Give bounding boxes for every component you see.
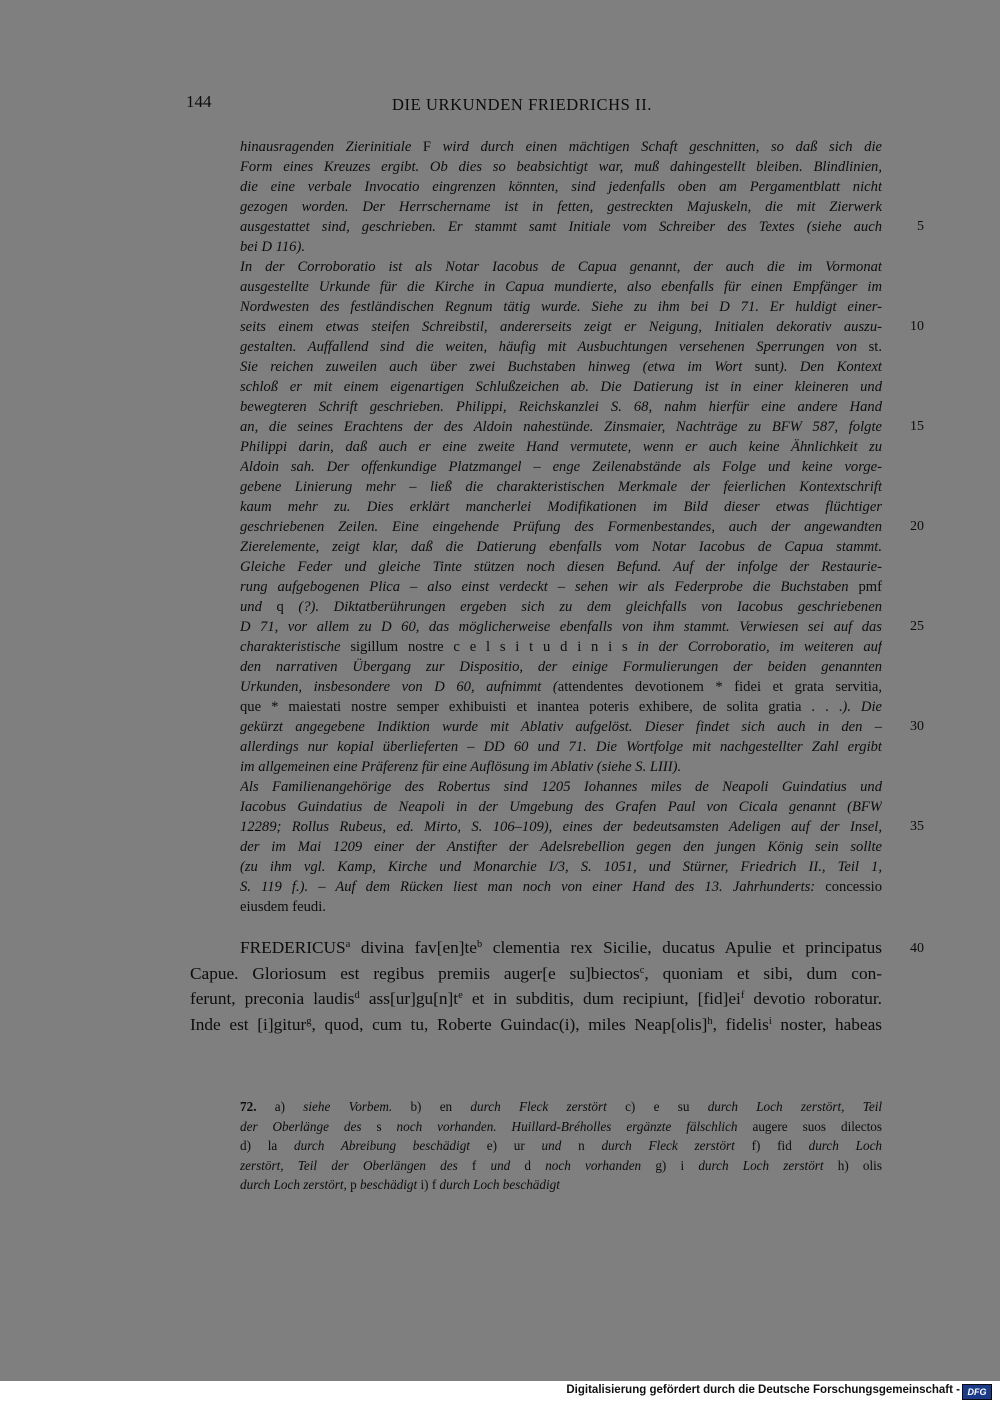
commentary-line <box>240 177 882 197</box>
charter-text: clementia rex Sicilie, ducatus Apulie et principatus <box>482 938 882 957</box>
charter-text: noster, habeas <box>771 1015 882 1034</box>
footnote-text: h) olis <box>823 1157 882 1173</box>
quoted-source-text: st. <box>868 339 882 355</box>
commentary-line <box>240 857 882 877</box>
charter-text: Capue. Gloriosum est regibus premiis auger[e su]biectos <box>190 964 640 983</box>
charter-line <box>190 1012 882 1038</box>
line-number: 20 <box>910 519 924 534</box>
commentary-line <box>240 197 882 217</box>
footnote-text: i) f <box>417 1177 440 1192</box>
charter-line-number: 40 <box>910 941 924 956</box>
quoted-source-text: eiusdem feudi. <box>240 899 326 915</box>
commentary-text: Aldoin sah. Der offenkundige Platzmangel – enge Zeilenabstände als Folge und keine vorge- <box>240 459 882 475</box>
commentary-text: 12289; Rollus Rubeus, ed. Mirto, S. 106–109), eines der bedeutsamsten Adeligen auf der Insel, <box>240 819 882 835</box>
footnote-commentary: durch Fleck zerstört <box>601 1138 735 1153</box>
commentary-text: ). Die <box>842 699 882 715</box>
running-head: DIE URKUNDEN FRIEDRICHS II. <box>392 95 653 114</box>
footnote-text: g) i <box>641 1157 699 1173</box>
commentary-line <box>240 777 882 797</box>
footnote-text: f <box>471 1157 491 1173</box>
charter-text: , fidelis <box>712 1015 769 1034</box>
commentary-text: im allgemeinen eine Präferenz für eine Auflösung im Ablativ (siehe S. LIII). <box>240 759 682 775</box>
charter-text: et in subditis, dum recipiunt, [fid]ei <box>462 989 741 1008</box>
footnote-text: e) ur <box>469 1138 542 1153</box>
line-number: 10 <box>910 319 924 334</box>
commentary-text: und <box>240 599 277 615</box>
commentary-text: den narrativen Übergang zur Dispositio, der einige Formulierungen der beiden genannten <box>240 659 882 675</box>
footnote-commentary: durch Loch zerstört, <box>240 1177 351 1192</box>
charter-line <box>240 935 882 961</box>
footnote-commentary: durch Fleck zerstört <box>470 1099 607 1114</box>
commentary-line <box>240 657 882 677</box>
commentary-text: ausgestellte Urkunde für die Kirche in Capua mundierte, also ebenfalls für einen Empfänger im <box>240 279 882 295</box>
footnote-marker: a <box>345 939 351 950</box>
footnote-commentary: beschädigt <box>360 1177 418 1192</box>
commentary-line <box>240 817 882 837</box>
line-number: 5 <box>917 219 924 234</box>
commentary-line <box>240 377 882 397</box>
charter-text: , quoniam et sibi, dum con- <box>644 964 882 983</box>
commentary-text: allerdings nur kopial überlieferten – DD 60 und 71. Die Wortfolge mit nachgestellter Zahl ergibt <box>240 739 882 755</box>
commentary-line <box>240 617 882 637</box>
footnote-marker: e <box>458 990 463 1001</box>
commentary-line <box>240 437 882 457</box>
quoted-source-text: sunt <box>754 359 779 375</box>
commentary-text: in der Corroboratio, im weiteren auf <box>627 639 882 655</box>
commentary-line <box>240 237 882 257</box>
commentary-line <box>240 877 882 897</box>
footer-bar <box>0 1381 1000 1402</box>
footnote-commentary: siehe Vorbem. <box>303 1099 393 1114</box>
commentary-text: In der Corroboratio ist als Notar Iacobus de Capua genannt, der auch die im Vormonat <box>240 259 882 275</box>
commentary-line <box>240 317 882 337</box>
footnote-text: d) la <box>240 1138 295 1153</box>
commentary-text: gezogen worden. Der Herrschername ist in fetten, gestreckten Majuskeln, die mit Zierwerk <box>240 199 882 215</box>
footnote-text: c) e su <box>606 1099 708 1114</box>
commentary-text: Sie reichen zuweilen auch über zwei Buchstaben hinweg (etwa im Wort <box>240 359 755 375</box>
footnote-text: s <box>376 1118 382 1134</box>
line-number: 25 <box>910 619 924 634</box>
commentary-line <box>240 257 882 277</box>
commentary-text: ). Den Kontext <box>778 359 882 375</box>
commentary-line <box>240 337 882 357</box>
commentary-text: der im Mai 1209 einer der Anstifter der Adelsrebellion gegen den jungen König sein sollte <box>240 839 882 855</box>
commentary-line <box>240 457 882 477</box>
commentary-line <box>240 537 882 557</box>
commentary-text: gebene Linierung mehr – ließ die charakteristischen Merkmale der feierlichen Kontextschrift <box>240 479 882 495</box>
commentary-line <box>240 737 882 757</box>
footnote-line <box>240 1175 882 1194</box>
quoted-source-text: F <box>422 139 432 155</box>
commentary-line <box>240 157 882 177</box>
commentary-text: (?). Diktatberührungen ergeben sich zu dem gleichfalls von Iacobus geschriebenen <box>283 599 882 615</box>
commentary-line <box>240 897 882 917</box>
footnote-text: f) fid <box>734 1138 809 1153</box>
dfg-logo: DFG <box>962 1384 992 1400</box>
footnote-commentary: noch vorhanden. Huillard-Bréholles ergänzte fälschlich <box>381 1118 753 1134</box>
commentary-text: (zu ihm vgl. Kamp, Kirche und Monarchie I/3, S. 1051, und Stürner, Friedrich II., Teil 1, <box>240 859 882 875</box>
footnote-commentary: durch Loch beschädigt <box>439 1177 560 1192</box>
commentary-line <box>240 557 882 577</box>
footnote-commentary: noch vorhanden <box>545 1157 642 1173</box>
footnote-text: b) en <box>392 1099 471 1114</box>
charter-line <box>190 986 882 1012</box>
footnote-line <box>240 1117 882 1136</box>
commentary-text: Gleiche Feder und gleiche Tinte stützen noch diesen Befund. Auf der infolge der Restaurie- <box>240 559 882 575</box>
commentary-text: bewegteren Schrift geschrieben. Philippi, Reichskanzlei S. 68, nahm hierfür eine andere Hand <box>240 399 882 415</box>
footnote-commentary: durch Loch <box>808 1138 882 1153</box>
commentary-line <box>240 717 882 737</box>
commentary-line <box>240 477 882 497</box>
footnote-marker: g <box>306 1016 312 1027</box>
commentary-text: kaum mehr zu. Dies erklärt mancherlei Modifikationen im Bild dieser etwas flüchtiger <box>240 499 882 515</box>
commentary-line <box>240 837 882 857</box>
footnote-commentary: durch Abreibung beschädigt <box>294 1138 470 1153</box>
footnote-marker: c <box>639 965 645 976</box>
commentary-text: gekürzt angegebene Indiktion wurde mit Ablativ aufgelöst. Dieser findet sich auch in den – <box>240 719 882 735</box>
commentary-text: gestalten. Auffallend sind die weiten, häufig mit Ausbuchtungen versehenen Sperrungen von <box>240 339 869 355</box>
commentary-text: D 71, vor allem zu D 60, das möglicherweise ebenfalls von ihm stammt. Verwiesen sei auf das <box>240 619 882 635</box>
quoted-source-text: concessio <box>825 879 882 895</box>
commentary-line <box>240 637 882 657</box>
commentary-text: Nordwesten des festländischen Regnum tätig wurde. Siehe zu ihm bei D 71. Er huldigt einer- <box>240 299 882 315</box>
quoted-source-text: pmf <box>858 579 882 595</box>
commentary-line <box>240 417 882 437</box>
commentary-text: seits einem etwas steifen Schreibstil, andererseits zeigt er Neigung, Initialen dekorativ auszu- <box>240 319 882 335</box>
footnote-marker: d <box>354 990 360 1001</box>
charter-text: ferunt, preconia laudis <box>190 989 355 1008</box>
commentary-text: schloß er mit einem eigenartigen Schlußzeichen ab. Die Datierung ist in einer kleineren und <box>240 379 882 395</box>
commentary-line <box>240 137 882 157</box>
commentary-text: geschriebenen Zeilen. Eine eingehende Prüfung des Formenbestandes, auch der angewandten <box>240 519 882 535</box>
quoted-source-text: attendentes devotionem * fidei et grata servitia, <box>557 679 882 695</box>
commentary-text: an, die seines Erachtens der des Aldoin nahestünde. Zinsmaier, Nachträge zu BFW 587, folgte <box>240 419 882 435</box>
commentary-text: S. 119 f.). – Auf dem Rücken liest man noch von einer Hand des 13. Jahrhunderts: <box>240 879 826 895</box>
commentary-line <box>240 757 882 777</box>
footnote-line <box>240 1156 882 1175</box>
commentary-text: Urkunden, insbesondere von D 60, aufnimmt ( <box>240 679 558 695</box>
footnote-line <box>240 1097 882 1116</box>
charter-text: , quod, cum tu, Roberte Guindac(i), miles Neap[olis] <box>311 1015 708 1034</box>
charter-text: FREDERICUS <box>240 938 346 957</box>
commentary-text: Form eines Kreuzes ergibt. Ob dies so beabsichtigt war, muß dahingestellt bleiben. Blindlinien, <box>240 159 882 175</box>
commentary-line <box>240 497 882 517</box>
charter-text: Inde est [i]gitur <box>190 1015 307 1034</box>
commentary-line <box>240 797 882 817</box>
footer-credit-text: Digitalisierung gefördert durch die Deutsche Forschungsgemeinschaft - <box>566 1384 960 1396</box>
quoted-source-text: q <box>276 599 284 615</box>
commentary-text: rung aufgebogenen Plica – also einst verdeckt – sehen wir als Federprobe die Buchstaben <box>240 579 859 595</box>
charter-text: devotio roboratur. <box>744 989 882 1008</box>
footnote-text: p <box>350 1177 361 1192</box>
commentary-line <box>240 397 882 417</box>
commentary-line <box>240 597 882 617</box>
quoted-source-text: que * maiestati nostre semper exhibuisti et inantea poteris exhibere, de solita gratia . . . <box>240 699 843 715</box>
document-number: 72. <box>240 1099 257 1114</box>
commentary-line <box>240 357 882 377</box>
commentary-line <box>240 677 882 697</box>
commentary-line <box>240 277 882 297</box>
footnote-commentary: und <box>541 1138 579 1153</box>
commentary-line <box>240 577 882 597</box>
charter-text: divina fav[en]te <box>350 938 477 957</box>
commentary-line <box>240 517 882 537</box>
line-number: 35 <box>910 819 924 834</box>
footnote-commentary: zerstört, Teil der Oberlängen des <box>240 1157 472 1173</box>
footnote-commentary: und <box>490 1157 525 1173</box>
footnote-text: a) <box>256 1099 304 1114</box>
footnote-commentary: der Oberlänge des <box>240 1118 377 1134</box>
footnote-marker: i <box>768 1016 772 1027</box>
footnote-text: n <box>578 1138 602 1153</box>
quoted-source-text: sigillum nostre c e l s i t u d i n i s <box>350 639 628 655</box>
commentary-line <box>240 217 882 237</box>
commentary-text: Iacobus Guindatius de Neapoli in der Umgebung des Grafen Paul von Cicala genannt (BFW <box>240 799 882 815</box>
commentary-line <box>240 697 882 717</box>
commentary-text: Zierelemente, zeigt klar, daß die Datierung ebenfalls vom Notar Iacobus de Capua stammt. <box>240 539 882 555</box>
footnote-text: d <box>524 1157 546 1173</box>
footnote-commentary: durch Loch zerstört <box>698 1157 824 1173</box>
commentary-text: bei D 116). <box>240 239 305 255</box>
commentary-line <box>240 297 882 317</box>
commentary-text: wird durch einen mächtigen Schaft geschnitten, so daß sich die <box>431 139 882 155</box>
commentary-text: charakteristische <box>240 639 351 655</box>
line-number: 15 <box>910 419 924 434</box>
footnote-marker: f <box>740 990 745 1001</box>
footnote-marker: h <box>707 1016 713 1027</box>
commentary-text: die eine verbale Invocatio eingrenzen könnten, sind jedenfalls oben am Pergamentblatt nicht <box>240 179 882 195</box>
charter-line <box>190 961 882 987</box>
page-number: 144 <box>186 92 212 111</box>
charter-text: ass[ur]gu[n]t <box>359 989 459 1008</box>
footnote-commentary: durch Loch zerstört, Teil <box>707 1099 882 1114</box>
footnote-marker: b <box>476 939 483 950</box>
commentary-text: Als Familienangehörige des Robertus sind 1205 Iohannes miles de Neapoli Guindatius und <box>240 779 882 795</box>
footnote-line <box>240 1136 882 1155</box>
footnote-text: augere suos dilectos <box>752 1118 882 1134</box>
commentary-text: hinausragenden Zierinitiale <box>240 139 423 155</box>
commentary-text: ausgestattet sind, geschrieben. Er stammt samt Initiale vom Schreiber des Textes (siehe auch <box>240 219 882 235</box>
line-number: 30 <box>910 719 924 734</box>
commentary-text: Philippi darin, daß auch er eine zweite Hand vermutete, wenn er auch keine Ähnlichkeit zu <box>240 439 882 455</box>
